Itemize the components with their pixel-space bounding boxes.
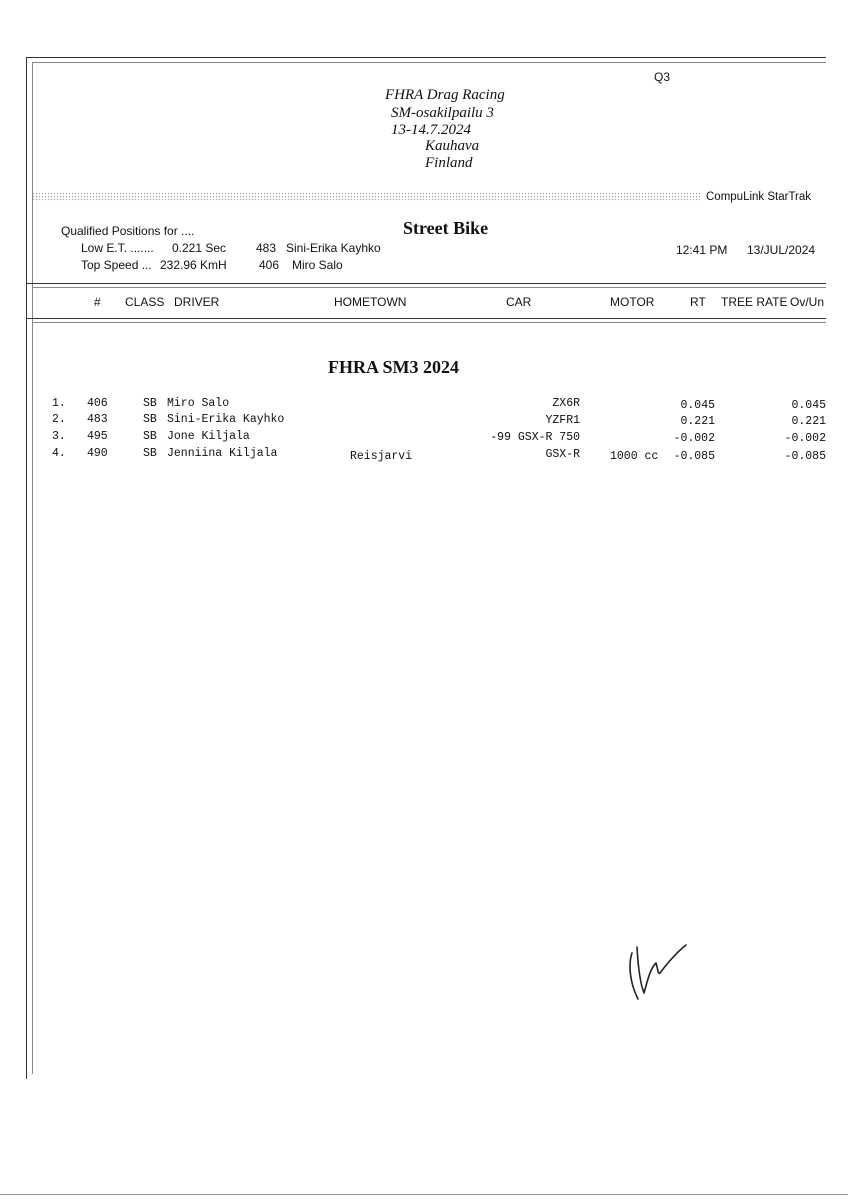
row-ovun: 0.221 bbox=[791, 415, 826, 428]
row-class: SB bbox=[143, 413, 157, 426]
row-pos: 3. bbox=[52, 430, 66, 443]
bottom-rule bbox=[0, 1194, 848, 1195]
col-rt: RT bbox=[690, 295, 706, 309]
qualified-label: Qualified Positions for .... bbox=[61, 224, 195, 238]
header-rule-bottom bbox=[26, 318, 826, 319]
top-speed-label: Top Speed ... bbox=[81, 258, 152, 272]
col-driver: DRIVER bbox=[174, 295, 220, 309]
row-pos: 4. bbox=[52, 447, 66, 460]
row-motor: 1000 cc bbox=[610, 450, 659, 463]
row-car: ZX6R bbox=[552, 397, 580, 410]
row-class: SB bbox=[143, 397, 157, 410]
col-ovun: Ov/Un bbox=[790, 295, 825, 309]
row-driver: Jone Kiljala bbox=[167, 430, 250, 443]
low-et-value: 0.221 Sec bbox=[172, 241, 227, 255]
row-driver: Miro Salo bbox=[167, 397, 230, 410]
header-rule-bottom-2 bbox=[32, 322, 826, 323]
report-code: Q3 bbox=[654, 70, 671, 84]
row-ovun: -0.085 bbox=[784, 450, 826, 463]
header-rule-top-2 bbox=[32, 287, 826, 288]
section-title: FHRA SM3 2024 bbox=[328, 357, 460, 377]
software-label: CompuLink StarTrak bbox=[706, 191, 812, 203]
row-rt: 0.221 bbox=[680, 415, 715, 428]
event-line-4: Kauhava bbox=[425, 138, 480, 154]
row-rt: 0.045 bbox=[680, 399, 715, 412]
col-hometown: HOMETOWN bbox=[334, 295, 407, 309]
row-num: 483 bbox=[87, 413, 108, 426]
report-date: 13/JUL/2024 bbox=[747, 243, 816, 257]
row-class: SB bbox=[143, 447, 157, 460]
event-line-5: Finland bbox=[425, 155, 473, 171]
low-et-label: Low E.T. ....... bbox=[81, 241, 154, 255]
row-hometown: Reisjarvi bbox=[350, 450, 413, 463]
event-line-3: 13-14.7.2024 bbox=[391, 122, 471, 138]
class-title: Street Bike bbox=[403, 218, 489, 238]
signature bbox=[620, 935, 700, 1010]
low-et-car: 483 bbox=[256, 241, 277, 255]
row-pos: 2. bbox=[52, 413, 66, 426]
row-num: 490 bbox=[87, 447, 108, 460]
row-rt: -0.085 bbox=[673, 450, 715, 463]
row-driver: Jenniina Kiljala bbox=[167, 447, 278, 460]
top-speed-value: 232.96 KmH bbox=[160, 258, 227, 272]
row-num: 495 bbox=[87, 430, 108, 443]
row-ovun: 0.045 bbox=[791, 399, 826, 412]
low-et-driver: Sini-Erika Kayhko bbox=[286, 241, 381, 255]
row-num: 406 bbox=[87, 397, 108, 410]
top-border bbox=[26, 57, 826, 58]
left-border-inner bbox=[32, 62, 33, 1074]
col-motor: MOTOR bbox=[610, 295, 655, 309]
row-car: GSX-R bbox=[545, 448, 580, 461]
col-tree-rate: TREE RATE bbox=[721, 295, 788, 309]
top-speed-car: 406 bbox=[259, 258, 280, 272]
row-car: -99 GSX-R 750 bbox=[490, 431, 580, 444]
dotted-separator bbox=[32, 192, 700, 202]
row-pos: 1. bbox=[52, 397, 66, 410]
row-ovun: -0.002 bbox=[784, 432, 826, 445]
event-line-1: FHRA Drag Racing bbox=[385, 87, 505, 103]
col-class: CLASS bbox=[125, 295, 165, 309]
row-car: YZFR1 bbox=[545, 414, 580, 427]
row-class: SB bbox=[143, 430, 157, 443]
row-driver: Sini-Erika Kayhko bbox=[167, 413, 285, 426]
col-num: # bbox=[94, 295, 101, 309]
col-car: CAR bbox=[506, 295, 532, 309]
top-speed-driver: Miro Salo bbox=[292, 258, 343, 272]
left-border bbox=[26, 57, 27, 1079]
row-rt: -0.002 bbox=[673, 432, 715, 445]
top-border-inner bbox=[32, 62, 826, 63]
header-rule-top bbox=[26, 283, 826, 284]
report-time: 12:41 PM bbox=[676, 243, 728, 257]
event-line-2: SM-osakilpailu 3 bbox=[391, 105, 494, 121]
